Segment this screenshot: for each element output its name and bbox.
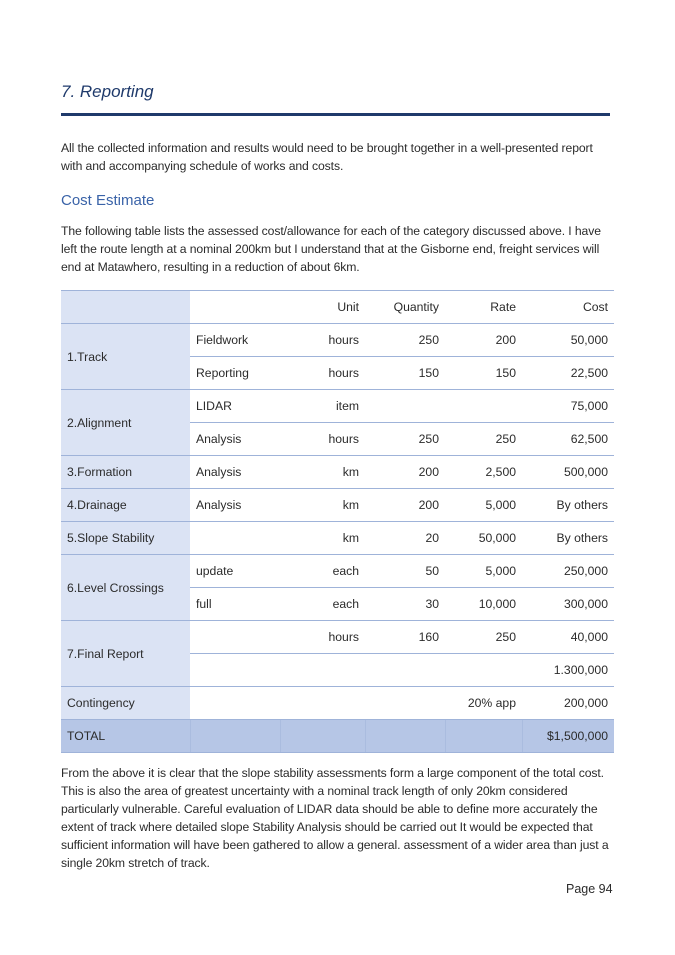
category-cell: 7.Final Report	[61, 621, 190, 687]
cost-cell: 1.300,000	[522, 654, 614, 687]
rate-cell	[445, 654, 522, 687]
quantity-cell: 30	[365, 588, 445, 621]
header-cell	[190, 291, 280, 324]
unit-cell: hours	[280, 621, 365, 654]
item-cell	[190, 654, 280, 687]
section-heading: 7. Reporting	[61, 82, 154, 101]
item-cell: Analysis	[190, 456, 280, 489]
unit-cell: hours	[280, 423, 365, 456]
item-cell: full	[190, 588, 280, 621]
item-cell: Analysis	[190, 423, 280, 456]
total-row	[61, 720, 614, 753]
quantity-cell: 50	[365, 555, 445, 588]
cost-cell: 500,000	[522, 456, 614, 489]
cost-cell: By others	[522, 522, 614, 555]
table-row	[61, 687, 614, 720]
total-label: TOTAL	[61, 720, 190, 753]
cost-cell: 300,000	[522, 588, 614, 621]
item-cell	[190, 687, 280, 720]
item-cell: Fieldwork	[190, 324, 280, 357]
table-row	[61, 456, 614, 489]
category-cell: 6.Level Crossings	[61, 555, 190, 621]
table-row	[61, 489, 614, 522]
unit-cell: item	[280, 390, 365, 423]
rate-cell: 250	[445, 423, 522, 456]
cost-cell: 62,500	[522, 423, 614, 456]
cost-cell: 75,000	[522, 390, 614, 423]
item-cell: LIDAR	[190, 390, 280, 423]
quantity-cell: 200	[365, 456, 445, 489]
header-rate: Rate	[445, 291, 522, 324]
cost-cell: 200,000	[522, 687, 614, 720]
item-cell: update	[190, 555, 280, 588]
header-quantity: Quantity	[365, 291, 445, 324]
table-row	[61, 390, 614, 423]
category-cell: 4.Drainage	[61, 489, 190, 522]
rate-cell: 5,000	[445, 489, 522, 522]
category-cell: 3.Formation	[61, 456, 190, 489]
total-cost: $1,500,000	[522, 720, 614, 753]
item-cell	[190, 522, 280, 555]
unit-cell: each	[280, 588, 365, 621]
unit-cell	[280, 687, 365, 720]
header-unit: Unit	[280, 291, 365, 324]
page-number: Page 94	[566, 882, 613, 896]
heading-rule	[61, 113, 610, 116]
total-empty-cell	[365, 720, 445, 753]
unit-cell: each	[280, 555, 365, 588]
rate-cell: 50,000	[445, 522, 522, 555]
conclusion-paragraph: From the above it is clear that the slope stability assessments form a large component of the total cost. This is also the area of greatest uncertainty with a nominal track length of only 20km considered particularly vulnerable. Careful evaluation of LIDAR data should be able to define more accurately the extent of track where detailed slope Stability Analysis should be carried out It would be expected that sufficient information will have been gathered to allow a general. assessment of a wider area than just a single 20km stretch of track.	[61, 766, 609, 870]
total-empty-cell	[445, 720, 522, 753]
total-empty-cell	[280, 720, 365, 753]
table-row	[61, 522, 614, 555]
table-row	[61, 324, 614, 357]
cost-estimate-table	[61, 290, 614, 753]
intro-paragraph: All the collected information and results would need to be brought together in a well-presented report with and accompanying schedule of works and costs.	[61, 141, 593, 173]
table-row	[61, 555, 614, 588]
quantity-cell	[365, 687, 445, 720]
header-cell	[61, 291, 190, 324]
rate-cell: 2,500	[445, 456, 522, 489]
quantity-cell: 160	[365, 621, 445, 654]
quantity-cell: 150	[365, 357, 445, 390]
cost-cell: 50,000	[522, 324, 614, 357]
total-empty-cell	[190, 720, 280, 753]
item-cell: Reporting	[190, 357, 280, 390]
subheading: Cost Estimate	[61, 192, 155, 209]
rate-cell: 5,000	[445, 555, 522, 588]
cost-cell: 250,000	[522, 555, 614, 588]
quantity-cell: 20	[365, 522, 445, 555]
unit-cell: km	[280, 489, 365, 522]
quantity-cell: 250	[365, 324, 445, 357]
quantity-cell	[365, 654, 445, 687]
header-cost: Cost	[522, 291, 614, 324]
category-cell: 1.Track	[61, 324, 190, 390]
category-cell: Contingency	[61, 687, 190, 720]
rate-cell: 200	[445, 324, 522, 357]
rate-cell: 10,000	[445, 588, 522, 621]
category-cell: 2.Alignment	[61, 390, 190, 456]
cost-cell: 22,500	[522, 357, 614, 390]
category-cell: 5.Slope Stability	[61, 522, 190, 555]
unit-cell	[280, 654, 365, 687]
table-header-row	[61, 291, 614, 324]
quantity-cell: 250	[365, 423, 445, 456]
rate-cell: 20% app	[445, 687, 522, 720]
unit-cell: km	[280, 522, 365, 555]
quantity-cell: 200	[365, 489, 445, 522]
quantity-cell	[365, 390, 445, 423]
rate-cell: 150	[445, 357, 522, 390]
unit-cell: km	[280, 456, 365, 489]
table-row	[61, 621, 614, 654]
table-intro-paragraph: The following table lists the assessed cost/allowance for each of the category discussed above. I have left the route length at a nominal 200km but I understand that at the Gisborne end, freight services will end at Matawhero, resulting in a reduction of about 6km.	[61, 224, 601, 274]
unit-cell: hours	[280, 324, 365, 357]
cost-cell: 40,000	[522, 621, 614, 654]
item-cell	[190, 621, 280, 654]
rate-cell: 250	[445, 621, 522, 654]
cost-cell: By others	[522, 489, 614, 522]
unit-cell: hours	[280, 357, 365, 390]
rate-cell	[445, 390, 522, 423]
item-cell: Analysis	[190, 489, 280, 522]
